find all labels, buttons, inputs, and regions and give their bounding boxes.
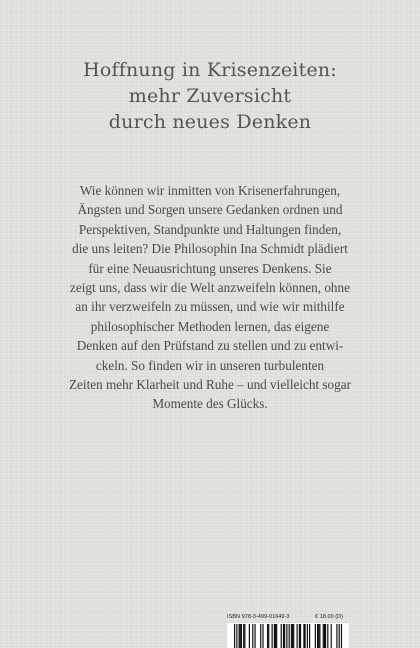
barcode-image <box>227 623 349 648</box>
barcode-bar <box>283 624 284 648</box>
barcode-bar <box>304 624 305 648</box>
headline-line: Hoffnung in Krisenzeiten: <box>83 59 337 81</box>
blurb-line: philosophischer Methoden lernen, das eigene <box>90 318 330 334</box>
blurb-line: Momente des Glücks. <box>152 396 268 412</box>
barcode-bar <box>291 624 292 648</box>
barcode-bar <box>307 624 308 648</box>
barcode-bar <box>236 624 237 648</box>
price-label: € 18.00 (D) <box>315 614 343 620</box>
barcode-bar <box>234 624 235 648</box>
blurb-line: Denken auf den Prüfstand zu stellen und zu entwi- <box>76 338 344 354</box>
barcode-bar <box>272 624 273 648</box>
blurb-line: Ängsten und Sorgen unsere Gedanken ordnen und <box>77 202 343 218</box>
barcode-bar <box>276 624 277 648</box>
barcode-bar <box>325 624 326 648</box>
blurb-line: ckeln. So finden wir in unseren turbulenten <box>95 357 325 373</box>
blurb-line: an ihr verzweifeln zu müssen, und wie wir mithilfe <box>75 299 345 315</box>
blurb-line: die uns leiten? Die Philosophin Ina Schmidt plädiert <box>72 241 348 257</box>
blurb-line: zeigt uns, dass wir die Welt anzweifeln können, ohne <box>70 280 350 296</box>
barcode-bar <box>317 624 318 648</box>
blurb-line: Wie können wir inmitten von Krisenerfahrungen, <box>79 183 341 198</box>
barcode-bar <box>327 624 328 648</box>
barcode-bar <box>274 624 275 648</box>
barcode-bar <box>240 624 241 648</box>
barcode-bar <box>293 624 294 648</box>
barcode-bar <box>303 624 304 648</box>
barcode-bar <box>244 624 245 648</box>
barcode-bar <box>309 624 310 648</box>
barcode-bar <box>254 624 255 648</box>
barcode-bar <box>341 624 342 648</box>
barcode-bar <box>281 624 282 648</box>
barcode-block <box>227 614 349 648</box>
blurb-line: für eine Neuausrichtung unseres Denkens. Sie <box>88 260 332 276</box>
barcode-bar <box>241 624 242 648</box>
barcode-bar <box>289 624 290 648</box>
barcode-bar <box>286 624 287 648</box>
barcode-bar <box>324 624 325 648</box>
barcode-bar <box>252 624 253 648</box>
barcode-bar <box>260 624 261 648</box>
blurb-line: Zeiten mehr Klarheit und Ruhe – und vielleicht sogar <box>69 377 351 393</box>
barcode-bar <box>339 624 340 648</box>
barcode-bar <box>323 624 324 648</box>
barcode-bar <box>318 624 319 648</box>
barcode-bar <box>319 624 320 648</box>
barcode-bar <box>262 624 263 648</box>
isbn-number: ISBN 978-3-499-01649-3 <box>227 614 290 620</box>
barcode-bar <box>284 624 285 648</box>
barcode-bar <box>243 624 244 648</box>
barcode-bar <box>268 624 269 648</box>
barcode-bar <box>292 624 293 648</box>
barcode-bar <box>267 624 268 648</box>
blurb-line: Perspektiven, Standpunkte und Haltungen finden, <box>78 221 342 237</box>
barcode-bar <box>275 624 276 648</box>
barcode-bar <box>336 624 337 648</box>
barcode-bar <box>297 624 298 648</box>
barcode-bar <box>239 624 240 648</box>
barcode-bar <box>299 624 300 648</box>
barcode-bar <box>315 624 316 648</box>
blurb-text <box>0 181 420 414</box>
barcode-icon <box>227 623 349 648</box>
headline-line: mehr Zuversicht <box>128 85 292 107</box>
barcode-bar <box>331 624 332 648</box>
cover-headline <box>0 57 420 135</box>
headline-line: durch neues Denken <box>108 111 312 133</box>
barcode-bar <box>249 624 250 648</box>
barcode-bar <box>300 624 301 648</box>
isbn-price-line <box>227 614 349 621</box>
